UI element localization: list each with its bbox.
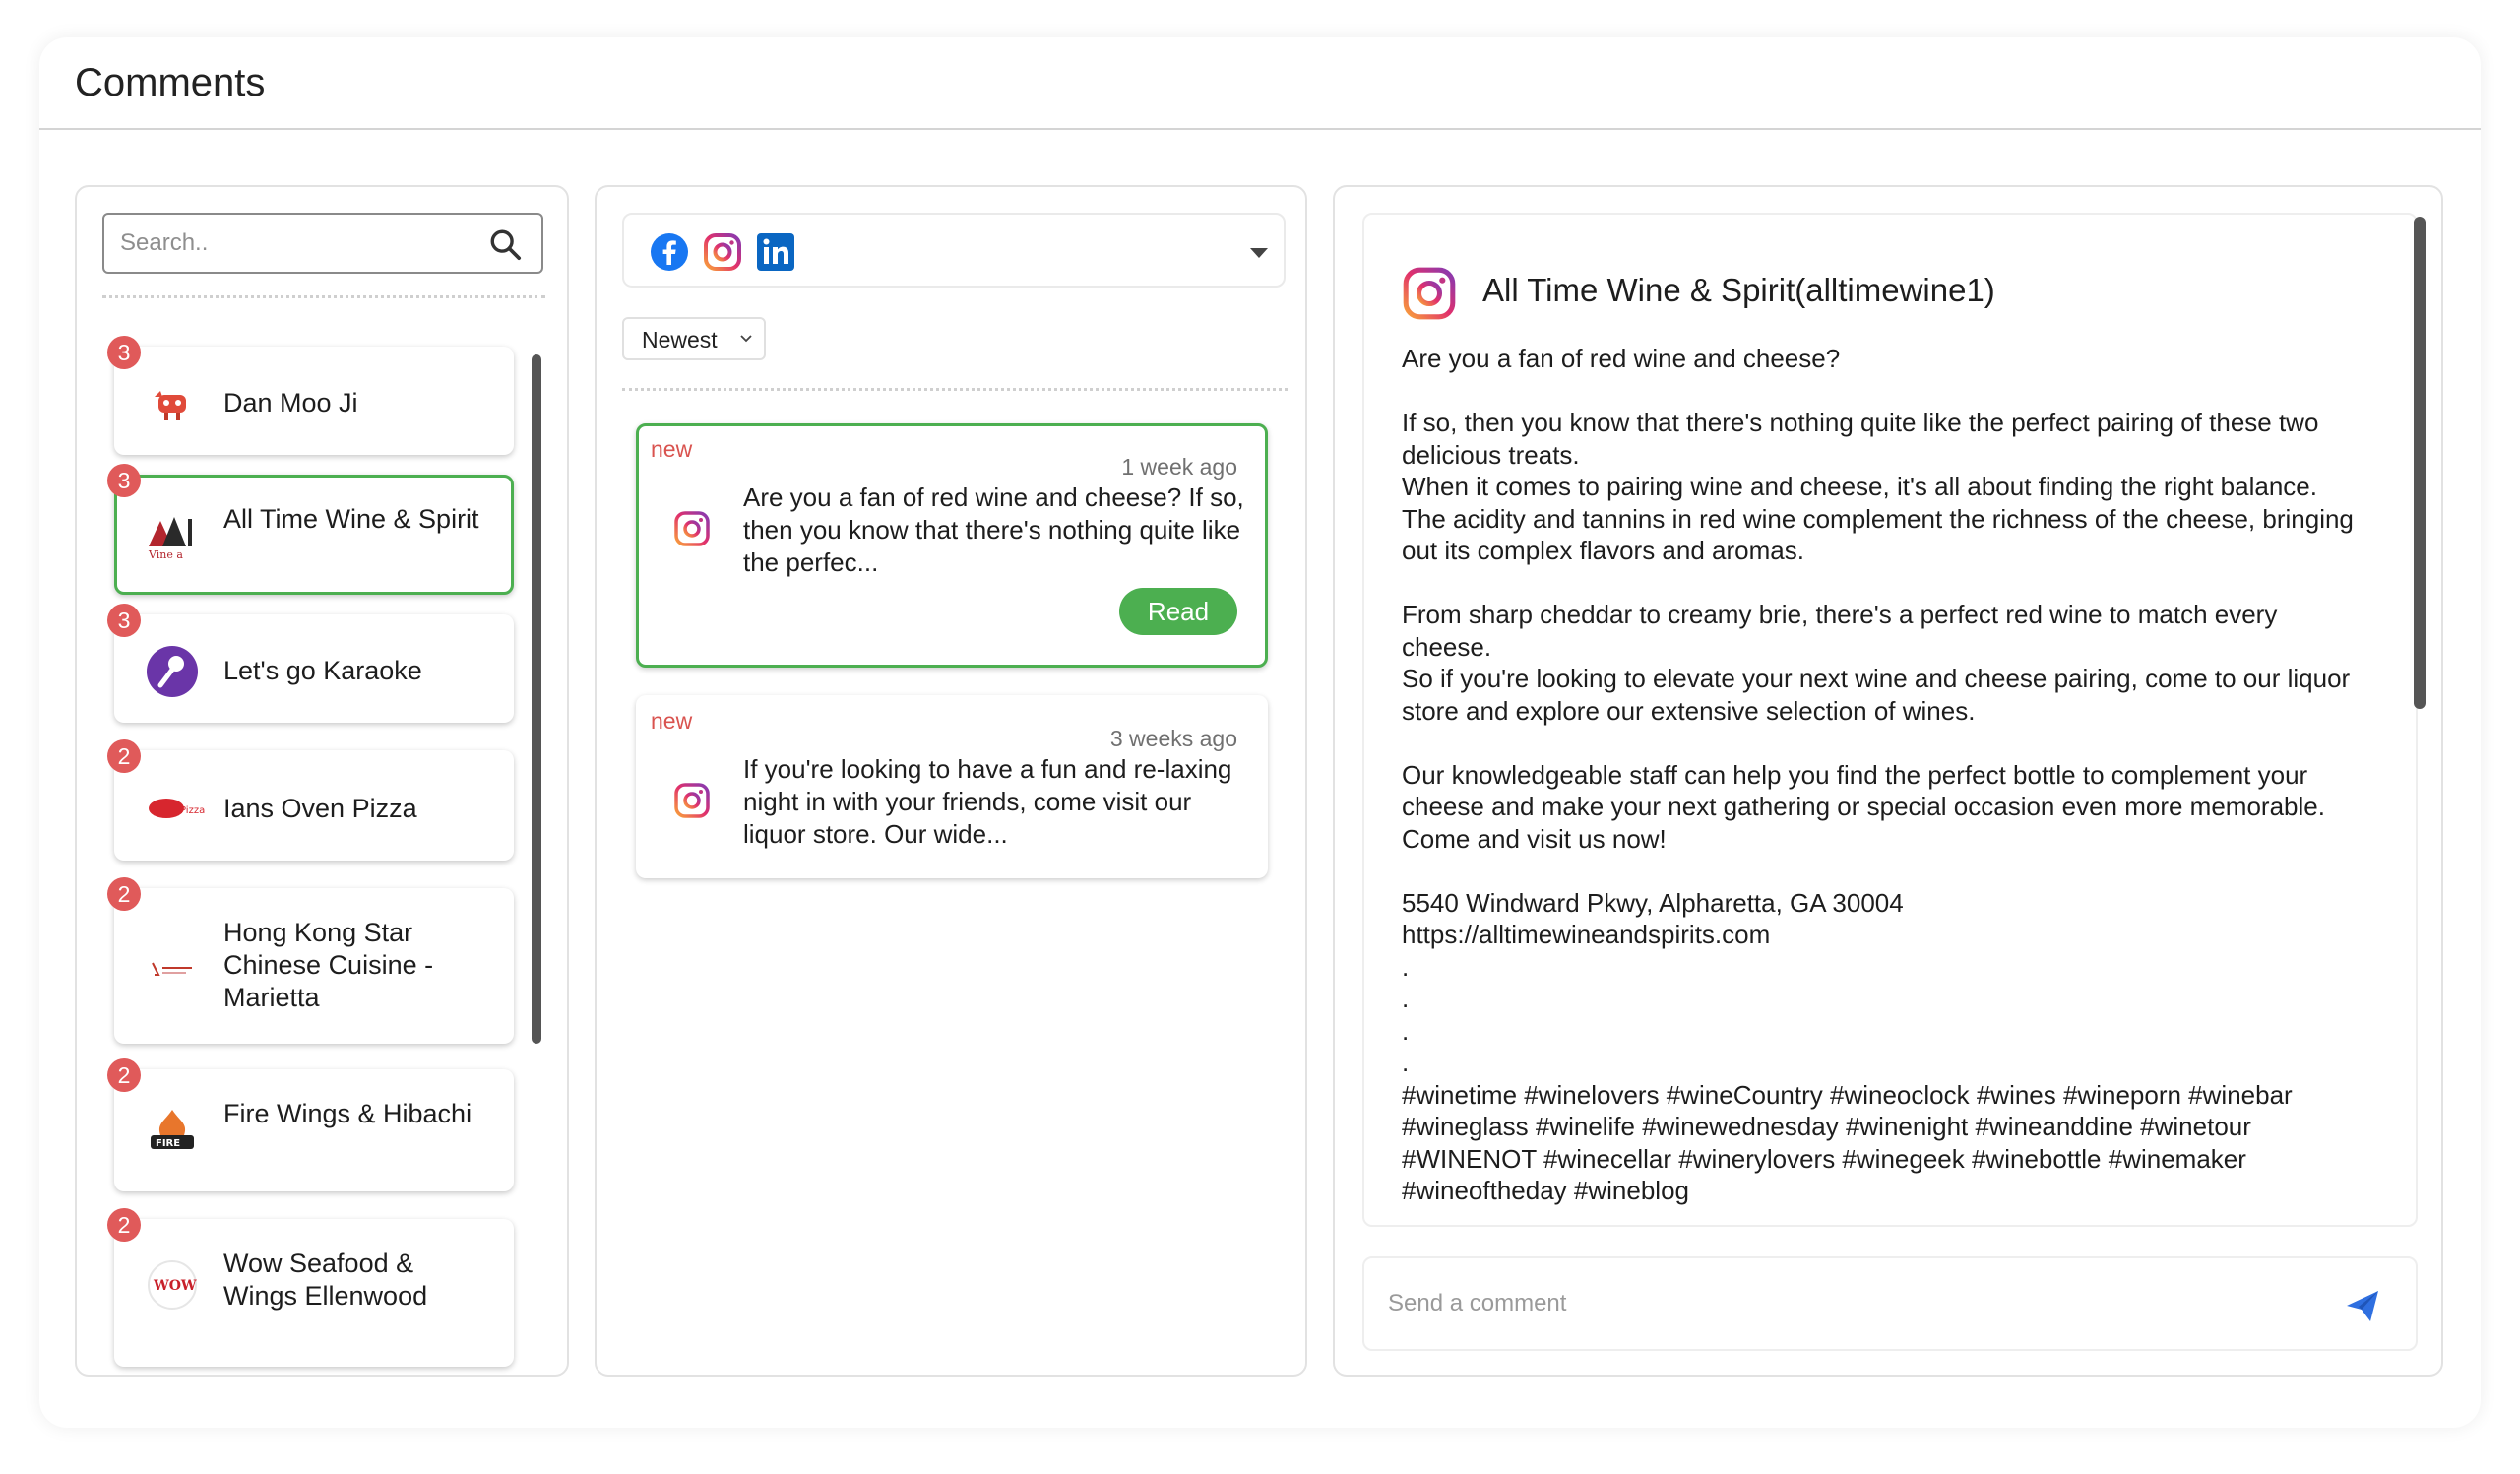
account-item-ians-oven-pizza[interactable] <box>114 743 514 861</box>
read-button[interactable]: Read <box>1119 588 1237 635</box>
red-cartoon-logo <box>145 373 200 428</box>
svg-text:WOW: WOW <box>154 1278 197 1294</box>
unread-count-badge: 3 <box>107 604 141 637</box>
instagram-icon <box>1402 266 1457 321</box>
send-icon[interactable] <box>2343 1286 2382 1325</box>
unread-count-badge: 3 <box>107 464 141 497</box>
chevron-down-icon[interactable] <box>1250 248 1268 258</box>
page-header <box>39 37 2481 130</box>
comment-time: 1 week ago <box>1121 454 1237 480</box>
comment-card[interactable] <box>636 423 1268 668</box>
account-item-fire-wings[interactable] <box>114 1062 514 1191</box>
search-icon[interactable] <box>488 227 522 261</box>
svg-text:FIRE: FIRE <box>156 1138 181 1149</box>
account-item-lets-go-karaoke[interactable] <box>114 608 514 723</box>
fire-wings-logo <box>145 1106 200 1161</box>
facebook-icon[interactable] <box>650 232 689 272</box>
accounts-panel <box>75 185 569 1377</box>
karaoke-logo <box>145 644 200 699</box>
account-name: Fire Wings & Hibachi <box>223 1099 472 1128</box>
post-content[interactable] <box>1362 213 2418 1227</box>
wine-store-logo <box>145 507 200 562</box>
svg-text:Pizza: Pizza <box>180 805 206 816</box>
post-scrollbar[interactable] <box>2414 217 2426 709</box>
divider <box>622 388 1288 391</box>
sort-dropdown[interactable] <box>622 317 766 360</box>
comments-list-panel <box>595 185 1307 1377</box>
page-title: Comments <box>75 61 266 104</box>
account-item-hong-kong-star[interactable] <box>114 881 514 1044</box>
account-name: Hong Kong Star Chinese Cuisine - Marietta <box>223 918 434 1012</box>
sort-label: Newest <box>642 327 718 352</box>
post-detail-panel <box>1333 185 2443 1377</box>
comments-page <box>39 37 2481 1428</box>
unread-count-badge: 2 <box>107 739 141 773</box>
account-name: Wow Seafood & Wings Ellenwood <box>223 1249 428 1311</box>
comment-input[interactable] <box>1388 1284 2274 1323</box>
svg-text:Vine a: Vine a <box>149 548 183 561</box>
account-name: Let's go Karaoke <box>223 656 422 685</box>
new-badge: new <box>651 708 693 734</box>
unread-count-badge: 2 <box>107 1058 141 1092</box>
restaurant-logo <box>145 941 200 996</box>
account-name: All Time Wine & Spirit <box>223 504 479 534</box>
search-box[interactable] <box>102 213 543 274</box>
search-input[interactable] <box>120 224 474 262</box>
account-item-wow-seafood[interactable] <box>114 1212 514 1367</box>
post-title: All Time Wine & Spirit(alltimewine1) <box>1482 272 1995 308</box>
account-list-scrollbar[interactable] <box>532 354 541 1044</box>
chevron-down-icon <box>738 331 754 347</box>
instagram-icon <box>672 781 712 820</box>
account-item-all-time-wine[interactable] <box>114 468 514 595</box>
post-body: Are you a fan of red wine and cheese? If so, then you know that there's nothing quite like the perfect pairing of these two delicious treats. When it comes to pairing wine and cheese, it's all about finding the right balance. The acidity and tannins in red wine complement the richness of the cheese, bringing out its complex flavors and aromas. From sharp cheddar to creamy brie, there's a perfect red wine to match every cheese. So if you're looking to elevate your next wine and cheese pairing, come to our liquor store and explore our extensive selection of wines. Our knowledgeable staff can help you find the perfect bottle to complement your cheese and make your next gathering or special occasion even more memorable. Come and visit us now! 5540 Windward Pkwy, Alpharetta, GA 30004 https://alltimewineandspirits.com . . . . #winetime #winelovers #wineCountry #wineoclock #wines #wineporn #winebar #wineglass #winelife #winewednesday #winenight #wineanddine #winetour #WINENOT #winecellar #winerylovers #winegeek #winebottle #winemaker #wineoftheday #wineblog <box>1402 344 2354 1205</box>
comment-composer <box>1362 1256 2418 1351</box>
instagram-icon <box>672 509 712 548</box>
comment-time: 3 weeks ago <box>1109 726 1237 751</box>
comment-card[interactable] <box>636 695 1268 878</box>
account-name: Dan Moo Ji <box>223 388 358 417</box>
comment-preview: If you're looking to have a fun and re-laxing night in with your friends, come visit our liquor store. Our wide... <box>743 754 1232 849</box>
divider <box>102 295 545 298</box>
unread-count-badge: 2 <box>107 877 141 911</box>
account-name: Ians Oven Pizza <box>223 794 417 823</box>
account-item-dan-moo-ji[interactable] <box>114 340 514 455</box>
linkedin-icon[interactable] <box>756 232 795 272</box>
unread-count-badge: 2 <box>107 1208 141 1242</box>
new-badge: new <box>651 436 693 462</box>
instagram-icon[interactable] <box>703 232 742 272</box>
account-list <box>77 311 569 1378</box>
comment-preview: Are you a fan of red wine and cheese? If so, then you know that there's nothing quite like the perfec... <box>743 482 1244 577</box>
unread-count-badge: 3 <box>107 336 141 369</box>
platform-filter[interactable] <box>622 213 1286 288</box>
wow-seafood-logo <box>145 1257 200 1313</box>
pizza-logo <box>145 781 206 836</box>
